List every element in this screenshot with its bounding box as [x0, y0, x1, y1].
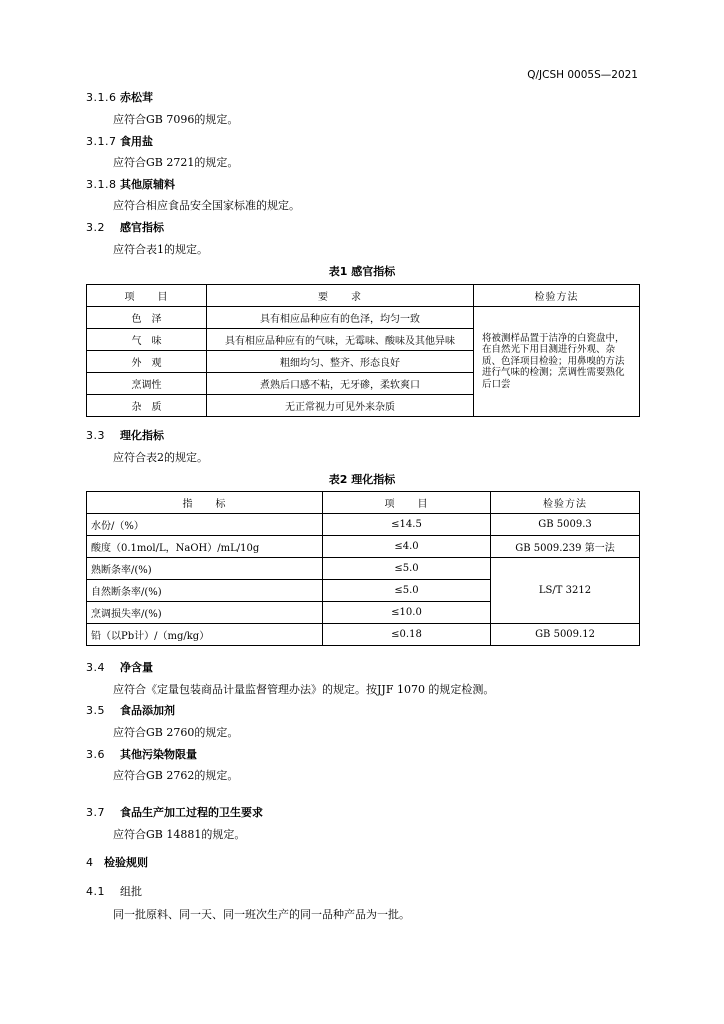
item-cell: 烹调性: [87, 373, 207, 395]
header-cell: 要 求: [207, 285, 474, 307]
item-cell: 色 泽: [87, 307, 207, 329]
item-cell: 气 味: [87, 329, 207, 351]
section-title: 食品添加剂: [120, 704, 175, 717]
method-cell: GB 5009.239 第一法: [491, 536, 640, 558]
section-3-5-heading: [86, 702, 175, 718]
section-title: 食品生产加工过程的卫生要求: [120, 806, 263, 819]
section-number: 3.1.6: [86, 91, 117, 104]
value-cell: ≤5.0: [323, 558, 491, 580]
section-number: 3.2: [86, 221, 105, 234]
header-cell: 检验方法: [474, 285, 640, 307]
value-cell: ≤14.5: [323, 514, 491, 536]
section-title: 净含量: [120, 661, 153, 674]
table-row: [87, 624, 640, 646]
section-3-1-8-heading: [86, 176, 175, 192]
method-cell: GB 5009.3: [491, 514, 640, 536]
section-3-7-heading: [86, 804, 263, 820]
requirement-cell: 具有相应品种应有的气味，无霉味、酸味及其他异味: [207, 329, 474, 351]
table2-caption: 表2 理化指标: [328, 473, 396, 486]
table-row: [87, 514, 640, 536]
section-4-heading: [86, 854, 148, 870]
section-3-4-heading: [86, 659, 153, 675]
section-title: 理化指标: [120, 429, 164, 442]
section-title: 检验规则: [104, 856, 148, 869]
header-cell: 检验方法: [491, 492, 640, 514]
value-cell: ≤0.18: [323, 624, 491, 646]
section-title: 组批: [120, 885, 142, 898]
section-number: 3.1.7: [86, 135, 117, 148]
table-header-row: [87, 285, 640, 307]
section-3-6-text: 应符合GB 2762的规定。: [113, 769, 239, 782]
indicator-cell: 自然断条率/(%): [87, 580, 323, 602]
section-number: 3.6: [86, 748, 105, 761]
section-3-2-text: 应符合表1的规定。: [113, 243, 208, 256]
header-cell: 指 标: [87, 492, 323, 514]
method-cell: GB 5009.12: [491, 624, 640, 646]
section-3-7-text: 应符合GB 14881的规定。: [113, 828, 246, 841]
section-number: 3.4: [86, 661, 105, 674]
header-cell: 项 目: [87, 285, 207, 307]
section-title: 其他原辅料: [120, 178, 175, 191]
section-4-1-text: 同一批原料、同一天、同一班次生产的同一品种产品为一批。: [113, 908, 410, 921]
section-number: 4.1: [86, 885, 105, 898]
section-number: 3.7: [86, 806, 105, 819]
requirement-cell: 具有相应品种应有的色泽，均匀一致: [207, 307, 474, 329]
document-code: Q/JCSH 0005S—2021: [527, 69, 638, 81]
section-3-4-text: 应符合《定量包装商品计量监督管理办法》的规定。按JJF 1070 的规定检测。: [113, 683, 495, 696]
section-number: 4: [86, 856, 94, 869]
item-cell: 外 观: [87, 351, 207, 373]
indicator-cell: 水份/（%）: [87, 514, 323, 536]
section-title: 赤松茸: [120, 91, 153, 104]
requirement-cell: 无正常视力可见外来杂质: [207, 395, 474, 417]
section-3-3-heading: [86, 427, 164, 443]
shared-method-cell: LS/T 3212: [491, 558, 640, 624]
section-title: 食用盐: [120, 135, 153, 148]
indicator-cell: 铅（以Pb计）/（mg/kg）: [87, 624, 323, 646]
section-number: 3.5: [86, 704, 105, 717]
table-row: [87, 558, 640, 580]
indicator-cell: 烹调损失率/(%): [87, 602, 323, 624]
section-3-1-6-text: 应符合GB 7096的规定。: [113, 113, 239, 126]
value-cell: ≤5.0: [323, 580, 491, 602]
header-cell: 项 目: [323, 492, 491, 514]
section-3-3-text: 应符合表2的规定。: [113, 451, 208, 464]
section-3-1-7-text: 应符合GB 2721的规定。: [113, 156, 239, 169]
section-title: 其他污染物限量: [120, 748, 197, 761]
requirement-cell: 煮熟后口感不粘，无牙碜，柔软爽口: [207, 373, 474, 395]
indicator-cell: 熟断条率/(%): [87, 558, 323, 580]
section-3-1-8-text: 应符合相应食品安全国家标准的规定。: [113, 199, 300, 212]
value-cell: ≤4.0: [323, 536, 491, 558]
requirement-cell: 粗细均匀、整齐、形态良好: [207, 351, 474, 373]
method-cell: 将被测样品置于洁净的白瓷盘中，在自然光下用目测进行外观、杂质、色泽项目检验；用鼻嗅的方法进行气味的检测；烹调性需要熟化后口尝: [474, 307, 640, 417]
indicator-cell: 酸度（0.1mol/L，NaOH）/mL/10g: [87, 536, 323, 558]
section-3-1-7-heading: [86, 133, 153, 149]
sensory-table: [86, 284, 640, 417]
section-number: 3.3: [86, 429, 105, 442]
table-row: [87, 307, 640, 329]
value-cell: ≤10.0: [323, 602, 491, 624]
section-number: 3.1.8: [86, 178, 117, 191]
section-4-1-heading: [86, 883, 142, 899]
section-title: 感官指标: [120, 221, 164, 234]
section-3-2-heading: [86, 219, 164, 235]
section-3-6-heading: [86, 746, 197, 762]
section-3-5-text: 应符合GB 2760的规定。: [113, 726, 239, 739]
physicochemical-table: [86, 491, 640, 646]
item-cell: 杂 质: [87, 395, 207, 417]
table-row: [87, 536, 640, 558]
table1-caption: 表1 感官指标: [328, 265, 396, 278]
section-3-1-6-heading: [86, 89, 153, 105]
table-header-row: [87, 492, 640, 514]
